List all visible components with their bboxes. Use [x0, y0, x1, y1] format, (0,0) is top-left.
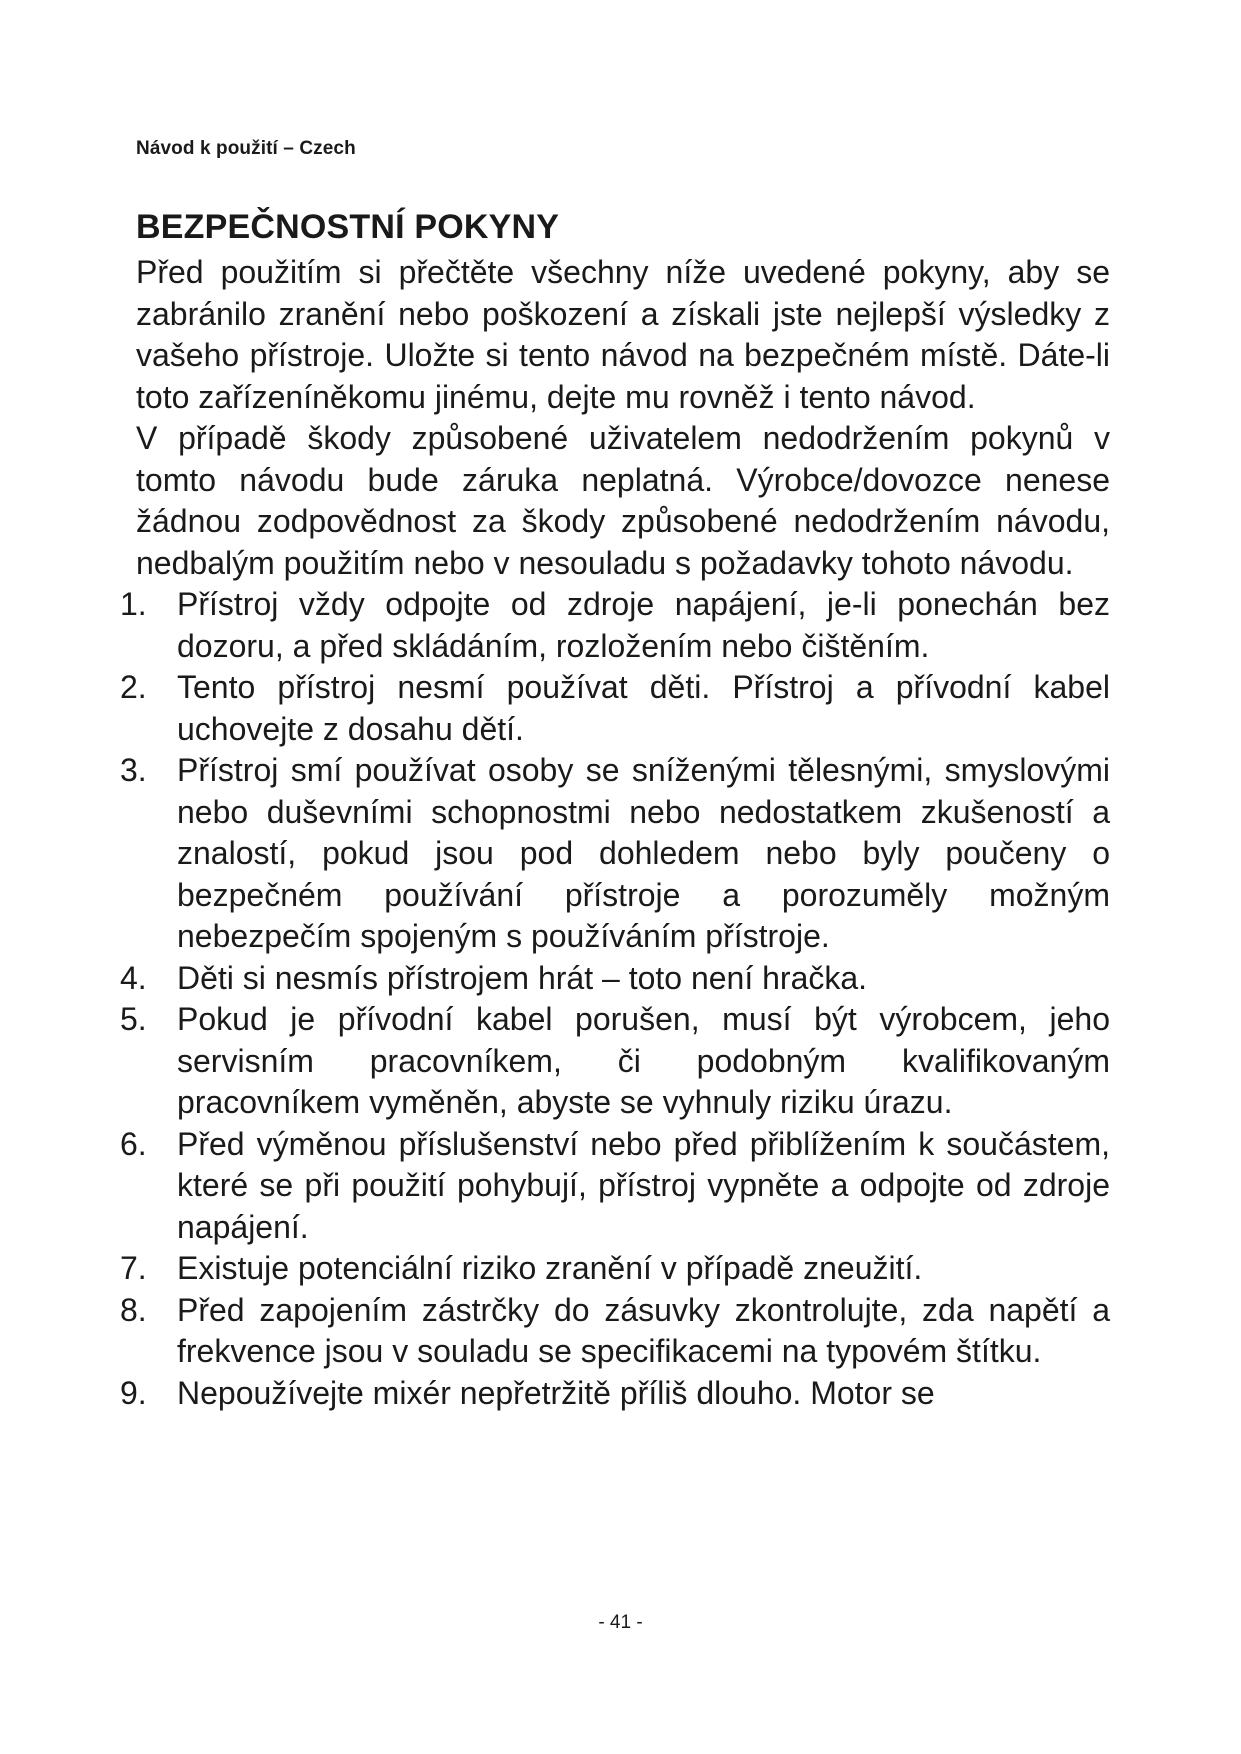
running-header: Návod k použití – Czech — [136, 138, 356, 159]
section-title: BEZPEČNOSTNÍ POKYNY — [136, 208, 560, 246]
rule-text: Děti si nesmís přístrojem hrát – toto není hračka. — [177, 959, 868, 996]
safety-rules-list — [120, 584, 1110, 1414]
rule-text: Před výměnou příslušenství nebo před přiblížením k součástem, které se při použití pohybují, přístroj vypněte a odpojte od zdroje napájení. — [177, 1125, 1110, 1245]
rule-text: Tento přístroj nesmí používat děti. Přístroj a přívodní kabel uchovejte z dosahu dětí. — [177, 669, 1110, 747]
rule-item — [120, 1248, 1110, 1290]
rule-item — [120, 584, 1110, 667]
page-number: - 41 - — [598, 1612, 643, 1633]
rule-number: 6. — [120, 1125, 147, 1162]
rule-number: 4. — [120, 959, 147, 996]
rule-number: 5. — [120, 1001, 147, 1037]
rule-text: Existuje potenciální riziko zranění v případě zneužití. — [177, 1250, 923, 1286]
rule-number: 7. — [120, 1250, 147, 1286]
rule-text: Nepoužívejte mixér nepřetržitě příliš dlouho. Motor se — [177, 1374, 935, 1411]
rule-item — [120, 667, 1110, 750]
rule-item — [120, 750, 1110, 958]
rule-number: 9. — [120, 1374, 147, 1411]
rule-number: 8. — [120, 1291, 147, 1328]
rule-item — [120, 958, 1110, 1000]
intro — [136, 252, 1110, 584]
rule-item — [120, 1290, 1110, 1373]
rule-text: Přístroj smí používat osoby se sníženými tělesnými, smyslovými nebo duševními schopnostmi nebo nedostatkem zkušeností a znalostí, pokud jsou pod dohledem nebo byly poučeny o bezpečném používání přístroje a porozuměly možným nebezpečím spojeným s používáním přístroje. — [177, 752, 1110, 954]
rule-item — [120, 999, 1110, 1124]
intro-paragraph: V případě škody způsobené uživatelem nedodržením pokynů v tomto návodu bude záruka neplatná. Výrobce/dovozce nenese žádnou zodpovědnost za škody způsobené nedodržením návodu, nedbalým použitím nebo v nesouladu s požadavky tohoto návodu. — [136, 420, 1110, 581]
rule-number: 2. — [120, 669, 147, 705]
intro-paragraph: Před použitím si přečtěte všechny níže uvedené pokyny, aby se zabránilo zranění nebo poškození a získali jste nejlepší výsledky z vašeho přístroje. Uložte si tento návod na bezpečném místě. Dáte-li toto zařízeníněkomu jinému, dejte mu rovněž i tento návod. — [136, 254, 1110, 415]
section-body — [120, 252, 1110, 1414]
rule-number: 1. — [120, 586, 147, 622]
rule-text: Přístroj vždy odpojte od zdroje napájení, je-li ponechán bez dozoru, a před skládáním, rozložením nebo čištěním. — [177, 586, 1110, 664]
rule-text: Před zapojením zástrčky do zásuvky zkontrolujte, zda napětí a frekvence jsou v souladu se specifikacemi na typovém štítku. — [177, 1291, 1110, 1369]
rule-number: 3. — [120, 752, 147, 788]
rule-item — [120, 1373, 1110, 1415]
rule-text: Pokud je přívodní kabel porušen, musí být výrobcem, jeho servisním pracovníkem, či podobným kvalifikovaným pracovníkem vyměněn, abyste se vyhnuly riziku úrazu. — [177, 1001, 1110, 1120]
rule-item — [120, 1124, 1110, 1249]
